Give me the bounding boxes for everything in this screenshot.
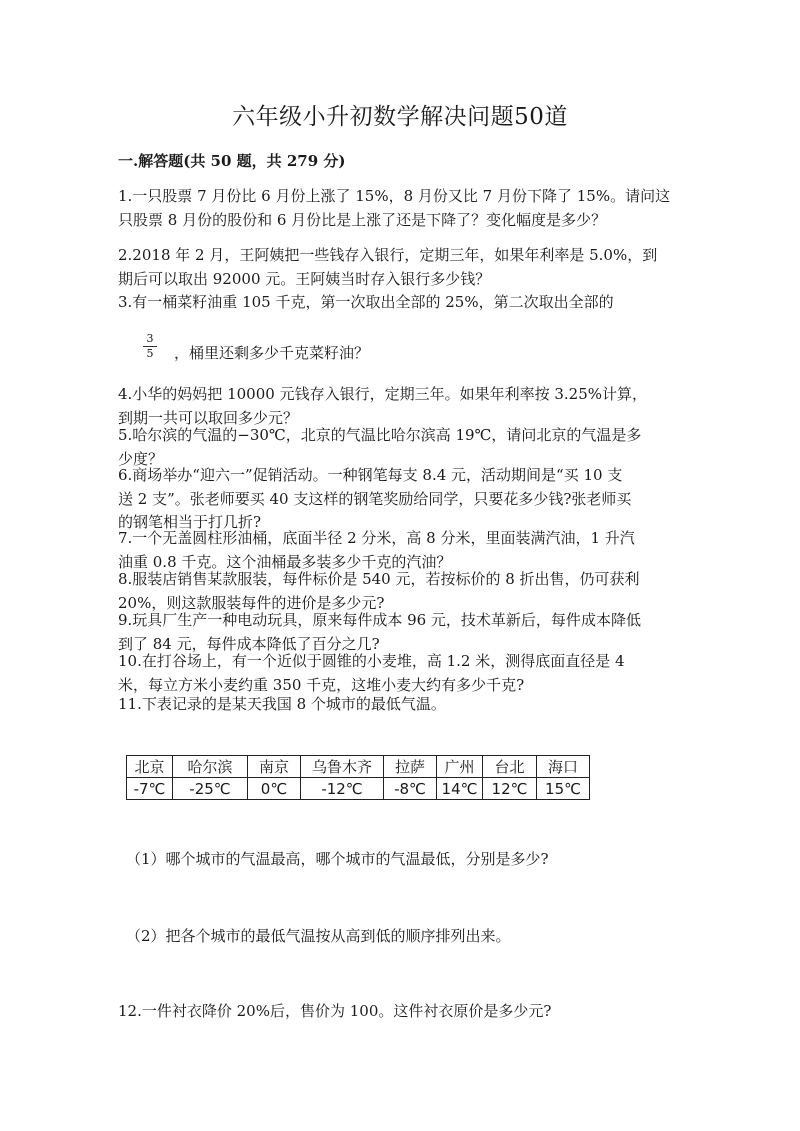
question-line: 米，每立方米小麦约重 350 千克，这堆小麦大约有多少千克? — [118, 675, 525, 694]
table-cell-city: 南京 — [248, 756, 301, 778]
temperature-table — [126, 755, 590, 800]
question-line: 3.有一桶菜籽油重 105 千克，第一次取出全部的 25%，第二次取出全部的 — [118, 293, 614, 311]
question-line: 到了 84 元，每件成本降低了百分之几? — [118, 634, 380, 653]
question-4 — [118, 383, 690, 430]
question-line: 2.2018 年 2 月，王阿姨把一些钱存入银行，定期三年，如果年利率是 5.0%，到 — [118, 246, 658, 264]
table-cell-temp: -7℃ — [127, 778, 173, 800]
question-10 — [118, 650, 690, 697]
table-cell-city: 拉萨 — [384, 756, 437, 778]
fraction-numerator: 3 — [146, 332, 154, 345]
fraction — [143, 333, 157, 360]
question-line: 20%，则这款服装每件的进价是多少元? — [118, 593, 385, 612]
question-line: 8.服装店销售某款服装，每件标价是 540 元，若按标价的 8 折出售，仍可获利 — [118, 570, 640, 588]
question-11 — [118, 693, 690, 717]
table-cell-city: 广州 — [437, 756, 483, 778]
question-line: 11.下表记录的是某天我国 8 个城市的最低气温。 — [118, 695, 446, 713]
question-8 — [118, 568, 690, 615]
question-1 — [118, 185, 690, 232]
question-line: 12.一件衬衣降价 20%后，售价为 100。这件衬衣原价是多少元? — [118, 1002, 552, 1020]
fraction-denominator: 5 — [146, 347, 154, 360]
question-6 — [118, 464, 690, 535]
question-3 — [118, 291, 690, 315]
question-12 — [118, 1000, 690, 1024]
question-line: 5.哈尔滨的气温的−30℃，北京的气温比哈尔滨高 19℃，请问北京的气温是多 — [118, 426, 642, 444]
table-cell-temp: 14℃ — [437, 778, 483, 800]
table-cell-temp: -25℃ — [173, 778, 248, 800]
table-cell-temp: 0℃ — [248, 778, 301, 800]
table-cell-city: 海口 — [537, 756, 590, 778]
table-cell-city: 北京 — [127, 756, 173, 778]
table-cell-temp: -8℃ — [384, 778, 437, 800]
question-line: 送 2 支”。张老师要买 40 支这样的钢笔奖励给同学，只要花多少钱?张老师买 — [118, 489, 632, 508]
table-cell-city: 哈尔滨 — [173, 756, 248, 778]
question-line: 到期一共可以取回多少元？ — [118, 408, 299, 427]
question-line: 少度？ — [118, 449, 164, 468]
table-row-temps — [127, 778, 590, 800]
section-heading: 一.解答题(共 50 题，共 279 分) — [118, 152, 346, 170]
question-line: 10.在打谷场上，有一个近似于圆锥的小麦堆，高 1.2 米，测得底面直径是 4 — [118, 652, 625, 670]
question-line: 1.一只股票 7 月份比 6 月份上涨了 15%，8 月份又比 7 月份下降了 15%。请问这 — [118, 187, 671, 205]
question-line: 的钢笔相当于打几折? — [118, 513, 262, 531]
sub-question-2: （2）把各个城市的最低气温按从高到低的顺序排列出来。 — [126, 927, 511, 945]
table-row-cities — [127, 756, 590, 778]
table-cell-temp: 12℃ — [483, 778, 537, 800]
question-9 — [118, 609, 690, 656]
sub-question-1: （1）哪个城市的气温最高，哪个城市的气温最低，分别是多少? — [126, 850, 549, 868]
question-line: 期后可以取出 92000 元。王阿姨当时存入银行多少钱？ — [118, 269, 491, 288]
table-cell-temp: 15℃ — [537, 778, 590, 800]
question-line: 6.商场举办“迎六一”促销活动。一种钢笔每支 8.4 元，活动期间是“买 10 支 — [118, 466, 623, 484]
table-cell-temp: -12℃ — [301, 778, 384, 800]
table-cell-city: 台北 — [483, 756, 537, 778]
question-line: 7.一个无盖圆柱形油桶，底面半径 2 分米，高 8 分米，里面装满汽油，1 升汽 — [118, 529, 635, 547]
question-2 — [118, 244, 690, 291]
question-7 — [118, 527, 690, 574]
question-line: 4.小华的妈妈把 10000 元钱存入银行，定期三年。如果年利率按 3.25%计算， — [118, 385, 647, 403]
page-title: 六年级小升初数学解决问题50道 — [232, 104, 568, 130]
question-line: 9.玩具厂生产一种电动玩具，原来每件成本 96 元，技术革新后，每件成本降低 — [118, 611, 641, 629]
question-line: 只股票 8 月份的股份和 6 月份比是上涨了还是下降了？变化幅度是多少？ — [118, 210, 607, 229]
question-line: ，桶里还剩多少千克菜籽油？ — [174, 344, 370, 362]
question-line: 油重 0.8 千克。这个油桶最多装多少千克的汽油？ — [118, 552, 452, 571]
table-cell-city: 乌鲁木齐 — [301, 756, 384, 778]
